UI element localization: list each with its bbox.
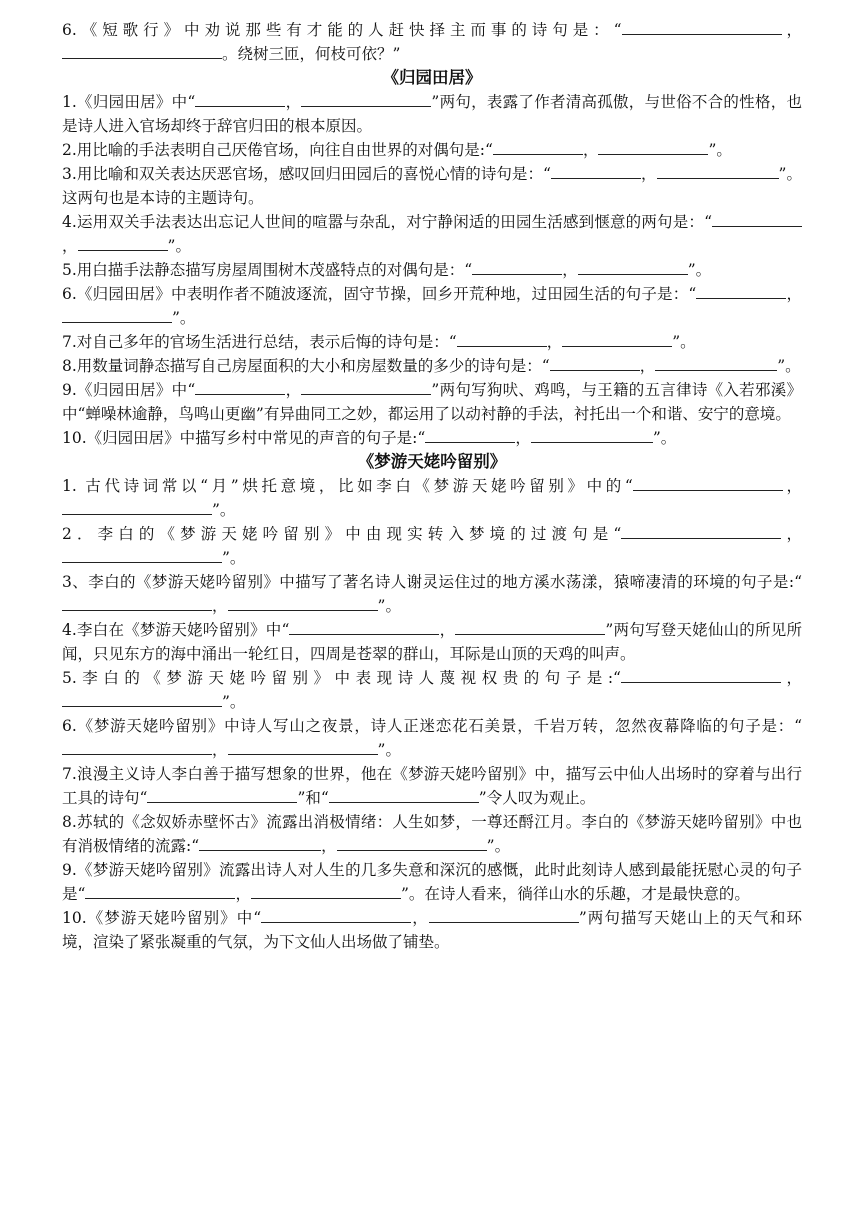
blank <box>562 331 672 347</box>
blank <box>62 595 212 611</box>
blank <box>301 379 431 395</box>
blank <box>147 787 297 803</box>
blank <box>578 259 688 275</box>
blank <box>429 907 579 923</box>
blank <box>551 163 641 179</box>
question-mytm-2: 2．李白的《梦游天姥吟留别》中由现实转入梦境的过渡句是“ ，”。 <box>62 525 802 567</box>
blank <box>301 91 431 107</box>
blank <box>621 523 781 539</box>
blank <box>329 787 479 803</box>
blank <box>85 883 235 899</box>
question-mytm-1: 1. 古代诗词常以“月”烘托意境，比如李白《梦游天姥吟留别》中的“ ，”。 <box>62 477 802 519</box>
question-gytj-2: 2.用比喻的手法表明自己厌倦官场，向往自由世界的对偶句是:“ ， ”。 <box>62 141 732 159</box>
blank <box>425 427 515 443</box>
section-title-mengyoutianmu: 《梦游天姥吟留别》 <box>357 452 507 471</box>
question-mytm-3: 3、李白的《梦游天姥吟留别》中描写了著名诗人谢灵运住过的地方溪水荡漾，猿啼凄清的环境的句子是:“， ”。 <box>62 573 802 615</box>
question-mytm-7: 7.浪漫主义诗人李白善于描写想象的世界，他在《梦游天姥吟留别》中，描写云中仙人出场时的穿着与出行工具的诗句“ ”和“ ”令人叹为观止。 <box>62 765 802 807</box>
blank <box>598 139 708 155</box>
blank <box>457 331 547 347</box>
blank <box>455 619 605 635</box>
question-mytm-6: 6.《梦游天姥吟留别》中诗人写山之夜景，诗人正迷恋花石美景，千岩万转，忽然夜幕降临的句子是：“， ”。 <box>62 717 802 759</box>
blank <box>696 283 786 299</box>
blank <box>655 355 777 371</box>
blank <box>712 211 802 227</box>
blank <box>62 739 212 755</box>
blank <box>493 139 583 155</box>
worksheet <box>62 0 802 954</box>
blank <box>657 163 779 179</box>
question-gytj-9: 9.《归园田居》中“ ， ”两句写狗吠、鸡鸣，与王籍的五言律诗《入若邪溪》中“蝉噪林逾静，鸟鸣山更幽”有异曲同工之妙，都运用了以动衬静的手法，衬托出一个和谐、安宁的意境。 <box>62 381 802 423</box>
blank <box>251 883 401 899</box>
question-mytm-4: 4.李白在《梦游天姥吟留别》中“ ， ”两句写登天姥仙山的所见所闻，只见东方的海中涌出一轮红日，四周是苍翠的群山，耳际是山顶的天鸡的叫声。 <box>62 621 802 663</box>
question-gytj-7: 7.对自己多年的官场生活进行总结，表示后悔的诗句是：“ ， ”。 <box>62 333 696 351</box>
blank <box>228 739 378 755</box>
blank <box>337 835 487 851</box>
blank <box>62 43 222 59</box>
blank <box>550 355 640 371</box>
blank <box>622 19 782 35</box>
question-gytj-5: 5.用白描手法静态描写房屋周围树木茂盛特点的对偶句是：“ ， ”。 <box>62 261 712 279</box>
blank <box>199 835 321 851</box>
question-mytm-8: 8.苏轼的《念奴娇赤壁怀古》流露出消极情绪：人生如梦，一尊还酹江月。李白的《梦游天姥吟留别》中也有消极情绪的流露:“ ， ”。 <box>62 813 802 855</box>
blank <box>289 619 439 635</box>
blank <box>195 91 285 107</box>
blank <box>228 595 378 611</box>
question-gytj-8: 8.用数量词静态描写自己房屋面积的大小和房屋数量的多少的诗句是：“ ， ”。 <box>62 357 801 375</box>
question-mytm-9: 9.《梦游天姥吟留别》流露出诗人对人生的几多失意和深沉的感慨，此时此刻诗人感到最能抚慰心灵的句子是“ ， ”。在诗人看来，徜徉山水的乐趣，才是最快意的。 <box>62 861 802 903</box>
question-gytj-4: 4.运用双关手法表达出忘记人世间的喧嚣与杂乱，对宁静闲适的田园生活感到惬意的两句是：“， ”。 <box>62 210 802 258</box>
blank <box>78 235 168 251</box>
blank <box>621 667 781 683</box>
blank <box>531 427 653 443</box>
blank <box>195 379 285 395</box>
question-gytj-1: 1.《归园田居》中“ ， ”两句，表露了作者清高孤傲，与世俗不合的性格，也是诗人进入官场却终于辞官归田的根本原因。 <box>62 93 802 135</box>
question-gytj-10: 10.《归园田居》中描写乡村中常见的声音的句子是:“ ， ”。 <box>62 429 677 447</box>
blank <box>62 691 222 707</box>
question-gytj-3: 3.用比喻和双关表达厌恶官场，感叹回归田园后的喜悦心情的诗句是：“ ， ”。这两句也是本诗的主题诗句。 <box>62 165 802 207</box>
question-gytj-6: 6.《归园田居》中表明作者不随波逐流，固守节操，回乡开荒种地，过田园生活的句子是：“ ，”。 <box>62 285 802 327</box>
blank <box>62 547 222 563</box>
question-mytm-5: 5.李白的《梦游天姥吟留别》中表现诗人蔑视权贵的句子是:“ ，”。 <box>62 669 802 711</box>
blank <box>261 907 411 923</box>
blank <box>62 307 172 323</box>
blank <box>62 499 212 515</box>
question-duangexing-6: 6.《短歌行》中劝说那些有才能的人赶快择主而事的诗句是：“ ，。绕树三匝，何枝可依？” <box>62 21 802 63</box>
blank <box>472 259 562 275</box>
question-mytm-10: 10.《梦游天姥吟留别》中“ ， ”两句描写天姥山上的天气和环境，渲染了紧张凝重的气氛，为下文仙人出场做了铺垫。 <box>62 909 802 951</box>
section-title-guiyuantianju: 《归园田居》 <box>382 68 482 87</box>
blank <box>633 475 783 491</box>
